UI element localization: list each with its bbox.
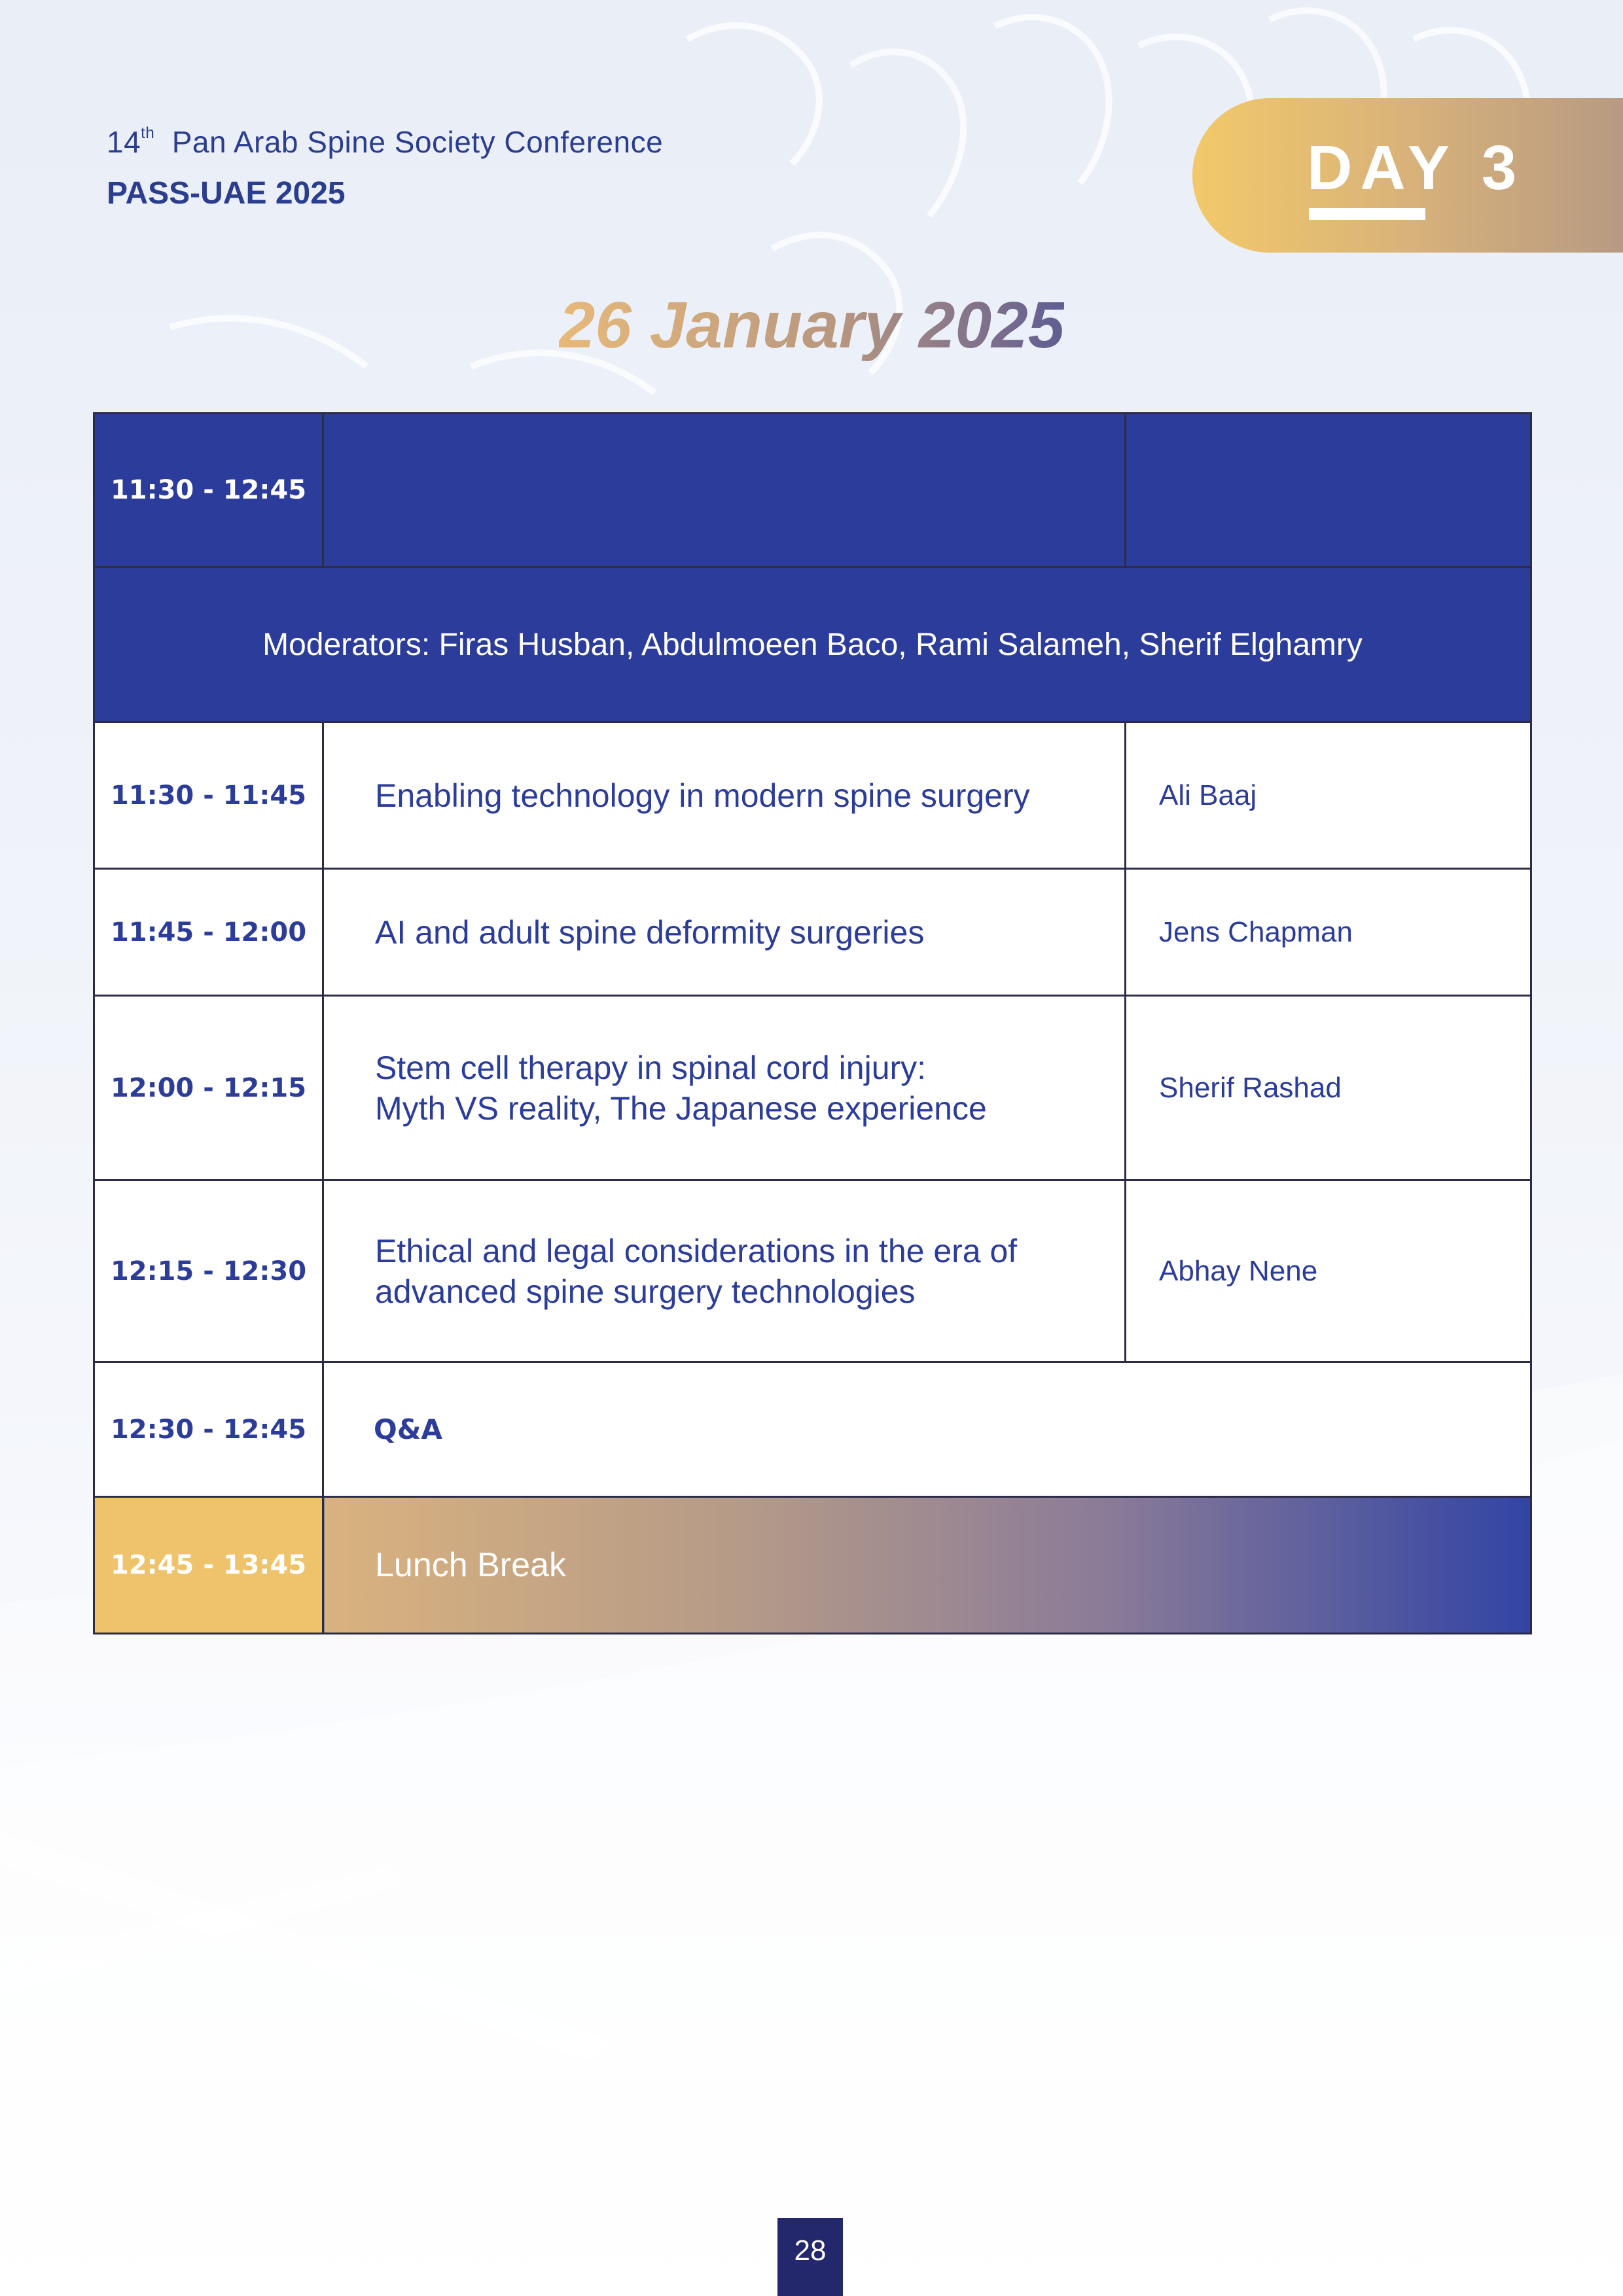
talk-time: 12:15 - 12:30 <box>110 1256 307 1286</box>
talk-title-line: advanced spine surgery technologies <box>375 1273 916 1310</box>
session-title: Session 2: Future Directions <box>527 467 972 506</box>
day-tab <box>1192 98 1623 253</box>
session-time-cell <box>94 414 323 567</box>
talk-speaker-cell <box>1126 1180 1531 1362</box>
qa-label: Q&A <box>374 1413 442 1445</box>
conference-ordinal-suffix: th <box>141 124 155 142</box>
conference-ordinal-number: 14 <box>107 125 141 159</box>
talk-speaker: Jens Chapman <box>1159 915 1353 948</box>
talk-title-cell <box>323 722 1126 869</box>
talk-speaker: Sherif Rashad <box>1159 1071 1342 1104</box>
talk-title-cell <box>323 869 1126 996</box>
talk-time-cell <box>94 722 323 869</box>
date-title <box>0 288 1623 363</box>
day-underline <box>1309 208 1425 220</box>
conference-title <box>107 124 663 160</box>
talk-time-cell <box>94 869 323 996</box>
moderators-cell <box>94 567 1531 722</box>
talk-title-line: Myth VS reality, The Japanese experience <box>375 1089 987 1127</box>
talk-speaker-cell <box>1126 722 1531 869</box>
moderators-row <box>94 567 1531 722</box>
day-label: DAY 3 <box>1307 133 1525 203</box>
lunch-label: Lunch Break <box>375 1546 566 1584</box>
table-row <box>94 722 1531 869</box>
speakers-header-cell <box>1126 414 1531 567</box>
qa-time-cell <box>94 1362 323 1497</box>
qa-row <box>94 1362 1531 1497</box>
page-number: 28 <box>777 2218 843 2296</box>
speakers-header: Speakers <box>1278 472 1411 508</box>
schedule-table <box>93 412 1532 1634</box>
talk-title-cell <box>323 1180 1126 1362</box>
talk-time: 11:30 - 11:45 <box>110 780 307 811</box>
moderators-text: Moderators: Firas Husban, Abdulmoeen Baco, Rami Salameh, Sherif Elghamry <box>262 627 1363 662</box>
conference-edition: PASS-UAE 2025 <box>107 176 346 211</box>
talk-speaker: Abhay Nene <box>1159 1254 1318 1287</box>
talk-speaker: Ali Baaj <box>1159 779 1257 811</box>
lunch-time: 12:45 - 13:45 <box>110 1550 307 1580</box>
talk-time-cell <box>94 996 323 1180</box>
talk-time: 12:00 - 12:15 <box>110 1072 307 1103</box>
talk-title-line: Stem cell therapy in spinal cord injury: <box>375 1049 927 1086</box>
session-time: 11:30 - 12:45 <box>110 475 307 505</box>
talk-title-line: Ethical and legal considerations in the era of <box>375 1232 1018 1269</box>
lunch-row <box>94 1497 1531 1634</box>
talk-title: Enabling technology in modern spine surgery <box>375 777 1030 814</box>
talk-time: 11:45 - 12:00 <box>110 917 307 947</box>
qa-time: 12:30 - 12:45 <box>110 1414 307 1445</box>
talk-speaker-cell <box>1126 869 1531 996</box>
talk-title-cell <box>323 996 1126 1180</box>
session-title-cell <box>323 414 1126 567</box>
lunch-cell <box>323 1497 1531 1634</box>
table-row <box>94 1180 1531 1362</box>
talk-time-cell <box>94 1180 323 1362</box>
lunch-time-cell <box>94 1497 323 1634</box>
talk-title: AI and adult spine deformity surgeries <box>375 913 925 951</box>
table-row <box>94 996 1531 1180</box>
session-header-row <box>94 414 1531 567</box>
qa-cell <box>323 1362 1531 1497</box>
conference-name: Pan Arab Spine Society Conference <box>171 125 664 159</box>
date-title-text: 26 January 2025 <box>558 289 1065 362</box>
table-row <box>94 869 1531 996</box>
talk-speaker-cell <box>1126 996 1531 1180</box>
